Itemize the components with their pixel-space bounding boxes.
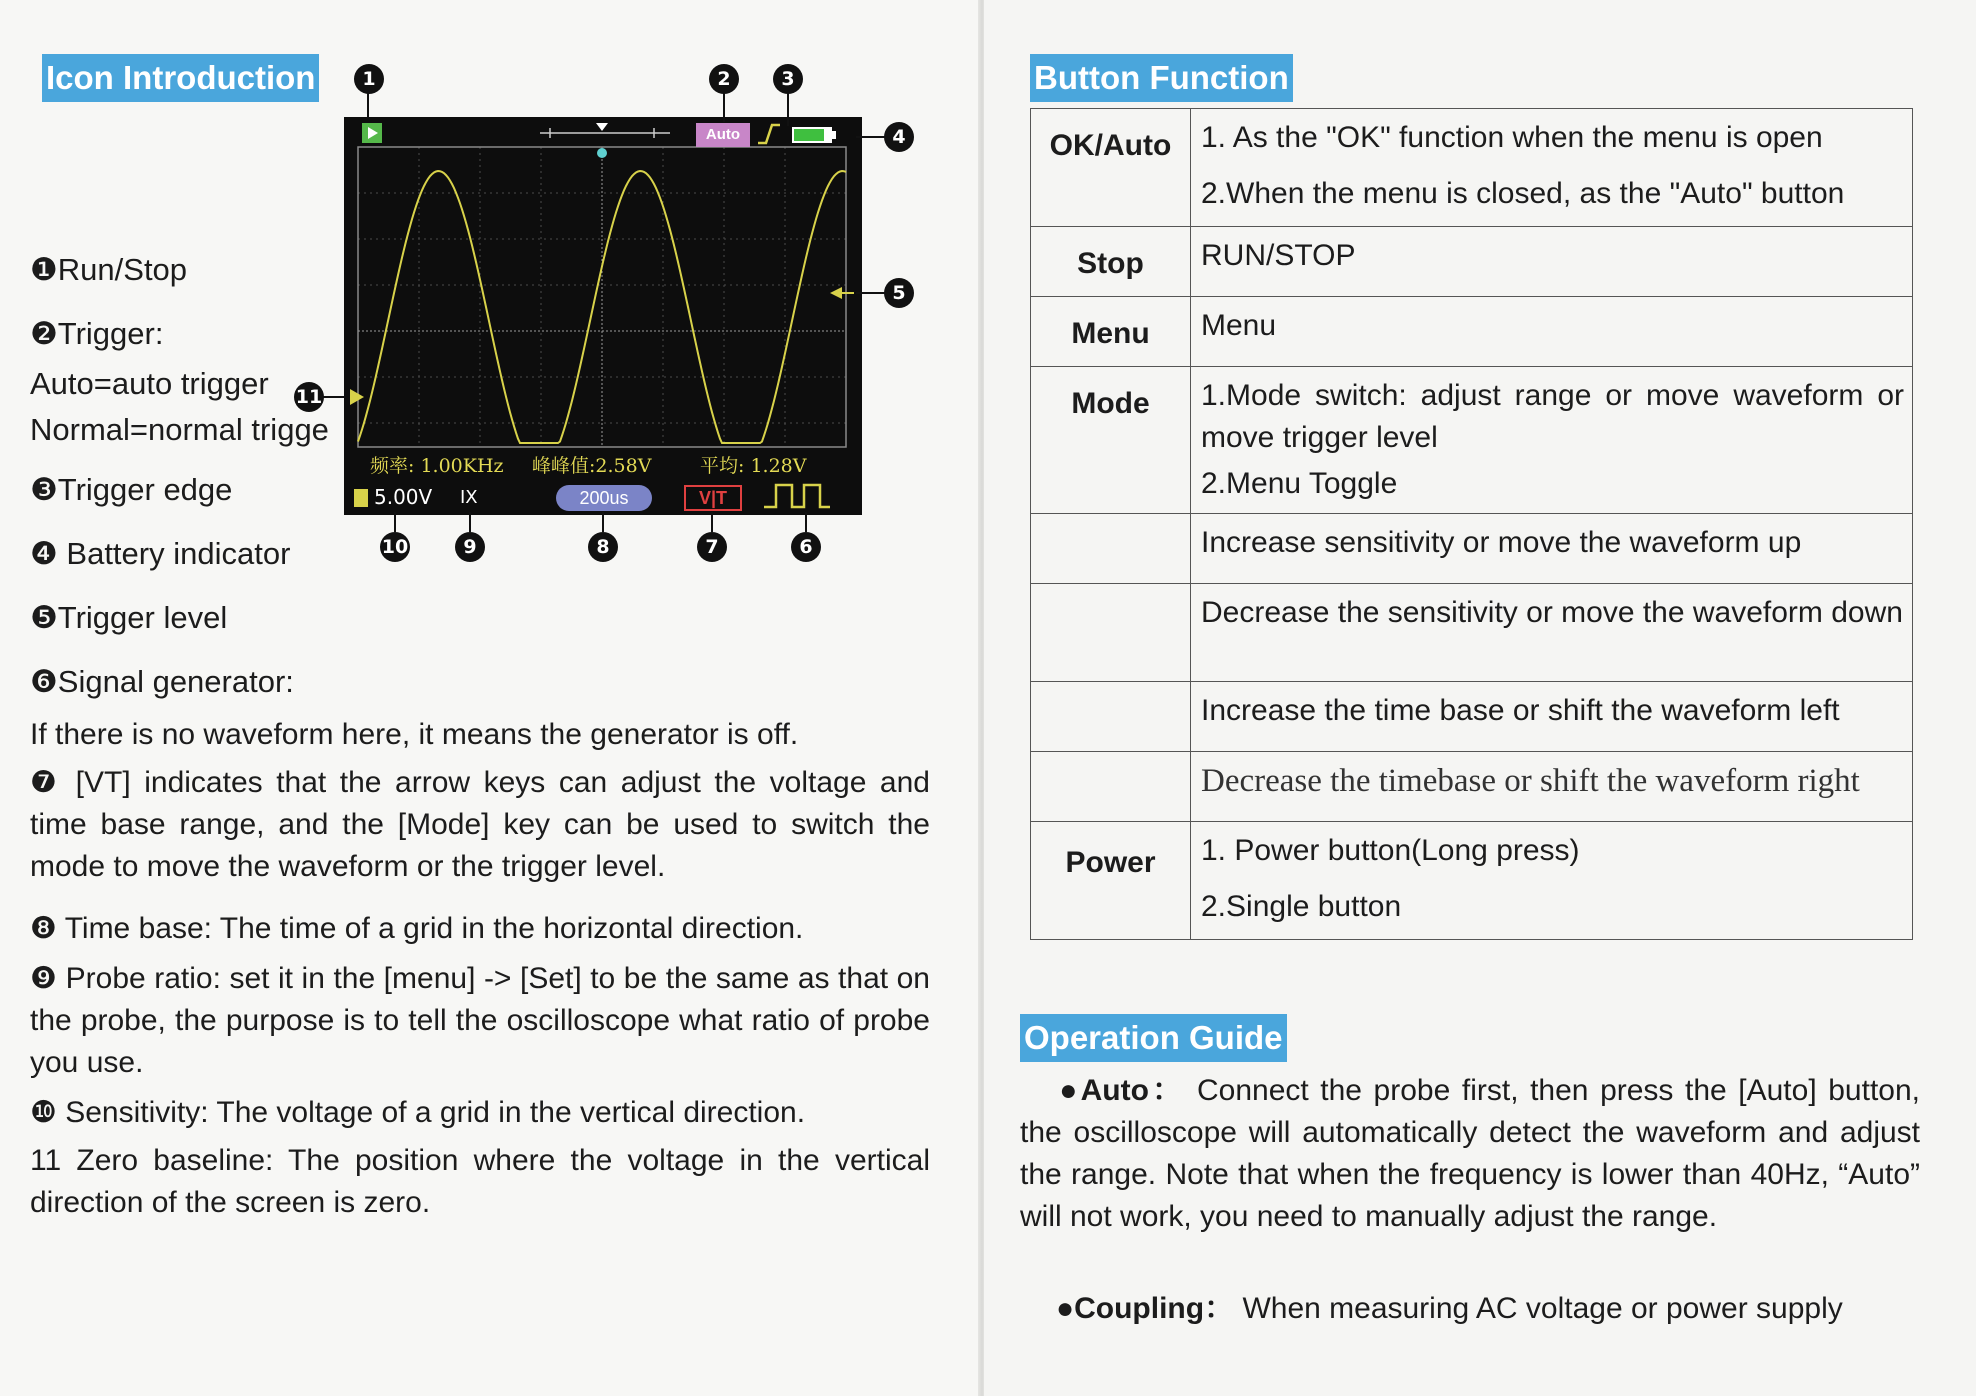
vt-indicator: V|T [684,485,742,511]
callout-11: 11 [294,382,324,412]
guide-auto-label: ●Auto： [1056,1074,1186,1107]
sensitivity-readout: 5.00V [374,485,433,509]
zero-baseline-marker [350,389,364,405]
table-row [1031,822,1913,940]
key-right [1031,752,1191,822]
table-row [1031,682,1913,752]
para-zero-baseline: 11 Zero baseline: The position where the voltage in the vertical direction of the screen is zero. [30,1144,930,1219]
val-down [1191,584,1913,682]
guide-auto [1020,1070,1920,1238]
para-vt: ❼ [VT] indicates that the arrow keys can adjust the voltage and time base range, and the [Mode] key can be used to switch the mode to move the waveform or the trigger level. [30,766,930,883]
key-mode: Mode [1031,367,1191,514]
para-probe-ratio: ❾ Probe ratio: set it in the [menu] -> [Set] to be the same as that on the probe, the purpose is to tell the oscilloscope what ratio of probe you use. [30,962,930,1079]
ok-line-1: 1. As the "OK" function when the menu is open [1201,121,1823,154]
button-function-header: Button Function [1030,54,1293,102]
callout-4: 4 [884,122,914,152]
val-mode [1191,367,1913,514]
legend-trigger: ❷Trigger: [30,316,164,351]
para-sensitivity: ❿ Sensitivity: The voltage of a grid in the vertical direction. [30,1096,806,1129]
callout-10: 10 [380,532,410,562]
legend-battery: ❹ Battery indicator [30,536,291,571]
mode-line-2: 2.Menu Toggle [1201,467,1398,500]
para-generator: If there is no waveform here, it means the generator is off. [30,718,799,751]
operation-guide-header: Operation Guide [1020,1014,1287,1062]
guide-auto-text: Connect the probe first, then press the [Auto] button, the oscilloscope will automatically detect the waveform and adjust the range. Note that when the frequency is lower than 40Hz, “Auto” will not work, you need to manually adjust the range. [1020,1074,1920,1233]
key-power: Power [1031,822,1191,940]
mode-line-1: 1.Mode switch: adjust range or move waveform or move trigger level [1201,379,1904,454]
val-menu: Menu [1191,297,1913,367]
val-stop: RUN/STOP [1191,227,1913,297]
table-row [1031,109,1913,227]
callout-9: 9 [455,532,485,562]
val-left: Increase the time base or shift the waveform left [1191,682,1913,752]
val-right: Decrease the timebase or shift the waveform right [1191,752,1913,822]
channel-marker [354,489,368,507]
trigger-point-marker [597,148,607,158]
callout-2: 2 [709,64,739,94]
val-up: Increase sensitivity or move the waveform up [1191,514,1913,584]
freq-readout: 频率: 1.00KHz [370,455,504,477]
avg-readout: 平均: 1.28V [700,455,807,477]
left-page [0,0,980,1396]
callout-8: 8 [588,532,618,562]
key-menu: Menu [1031,297,1191,367]
legend-run-stop: ❶Run/Stop [30,252,188,287]
probe-ratio-readout: IX [460,487,478,508]
callout-7: 7 [697,532,727,562]
timebase-readout: 200us [556,485,652,511]
legend-trigger-level: ❺Trigger level [30,600,228,635]
table-row [1031,227,1913,297]
guide-coupling-label: ●Coupling： [1056,1292,1235,1325]
trigger-mode-badge: Auto [696,123,750,147]
trigger-position-marker [596,123,608,131]
key-left [1031,682,1191,752]
ok-line-2: 2.When the menu is closed, as the "Auto" button [1201,177,1845,210]
down-text: Decrease the sensitivity or move the waveform down [1201,596,1903,629]
callout-5: 5 [884,278,914,308]
button-function-table [1030,108,1913,940]
val-ok-auto [1191,109,1913,227]
key-stop: Stop [1031,227,1191,297]
guide-coupling-text: When measuring AC voltage or power supply [1242,1292,1843,1325]
key-ok-auto: OK/Auto [1031,109,1191,227]
signal-generator-icon [764,485,830,507]
legend-signal-generator: ❻Signal generator: [30,664,294,699]
table-row [1031,584,1913,682]
icon-introduction-header: Icon Introduction [42,54,319,102]
val-power [1191,822,1913,940]
callout-6: 6 [791,532,821,562]
para-time-base: ❽ Time base: The time of a grid in the horizontal direction. [30,912,804,945]
power-line-2: 2.Single button [1201,890,1402,923]
table-row [1031,367,1913,514]
callout-1: 1 [354,64,384,94]
legend-trigger-auto: Auto=auto trigger [30,366,269,401]
legend-trigger-edge: ❸Trigger edge [30,472,233,507]
power-line-1: 1. Power button(Long press) [1201,834,1580,867]
vpp-readout: 峰峰值:2.58V [532,455,652,477]
table-row [1031,752,1913,822]
guide-coupling [1020,1288,1920,1330]
rising-edge-icon [758,125,780,143]
oscilloscope-screen [344,117,862,515]
key-down [1031,584,1191,682]
table-row [1031,514,1913,584]
table-row [1031,297,1913,367]
legend-trigger-normal: Normal=normal trigge [30,412,329,447]
key-up [1031,514,1191,584]
callout-3: 3 [773,64,803,94]
